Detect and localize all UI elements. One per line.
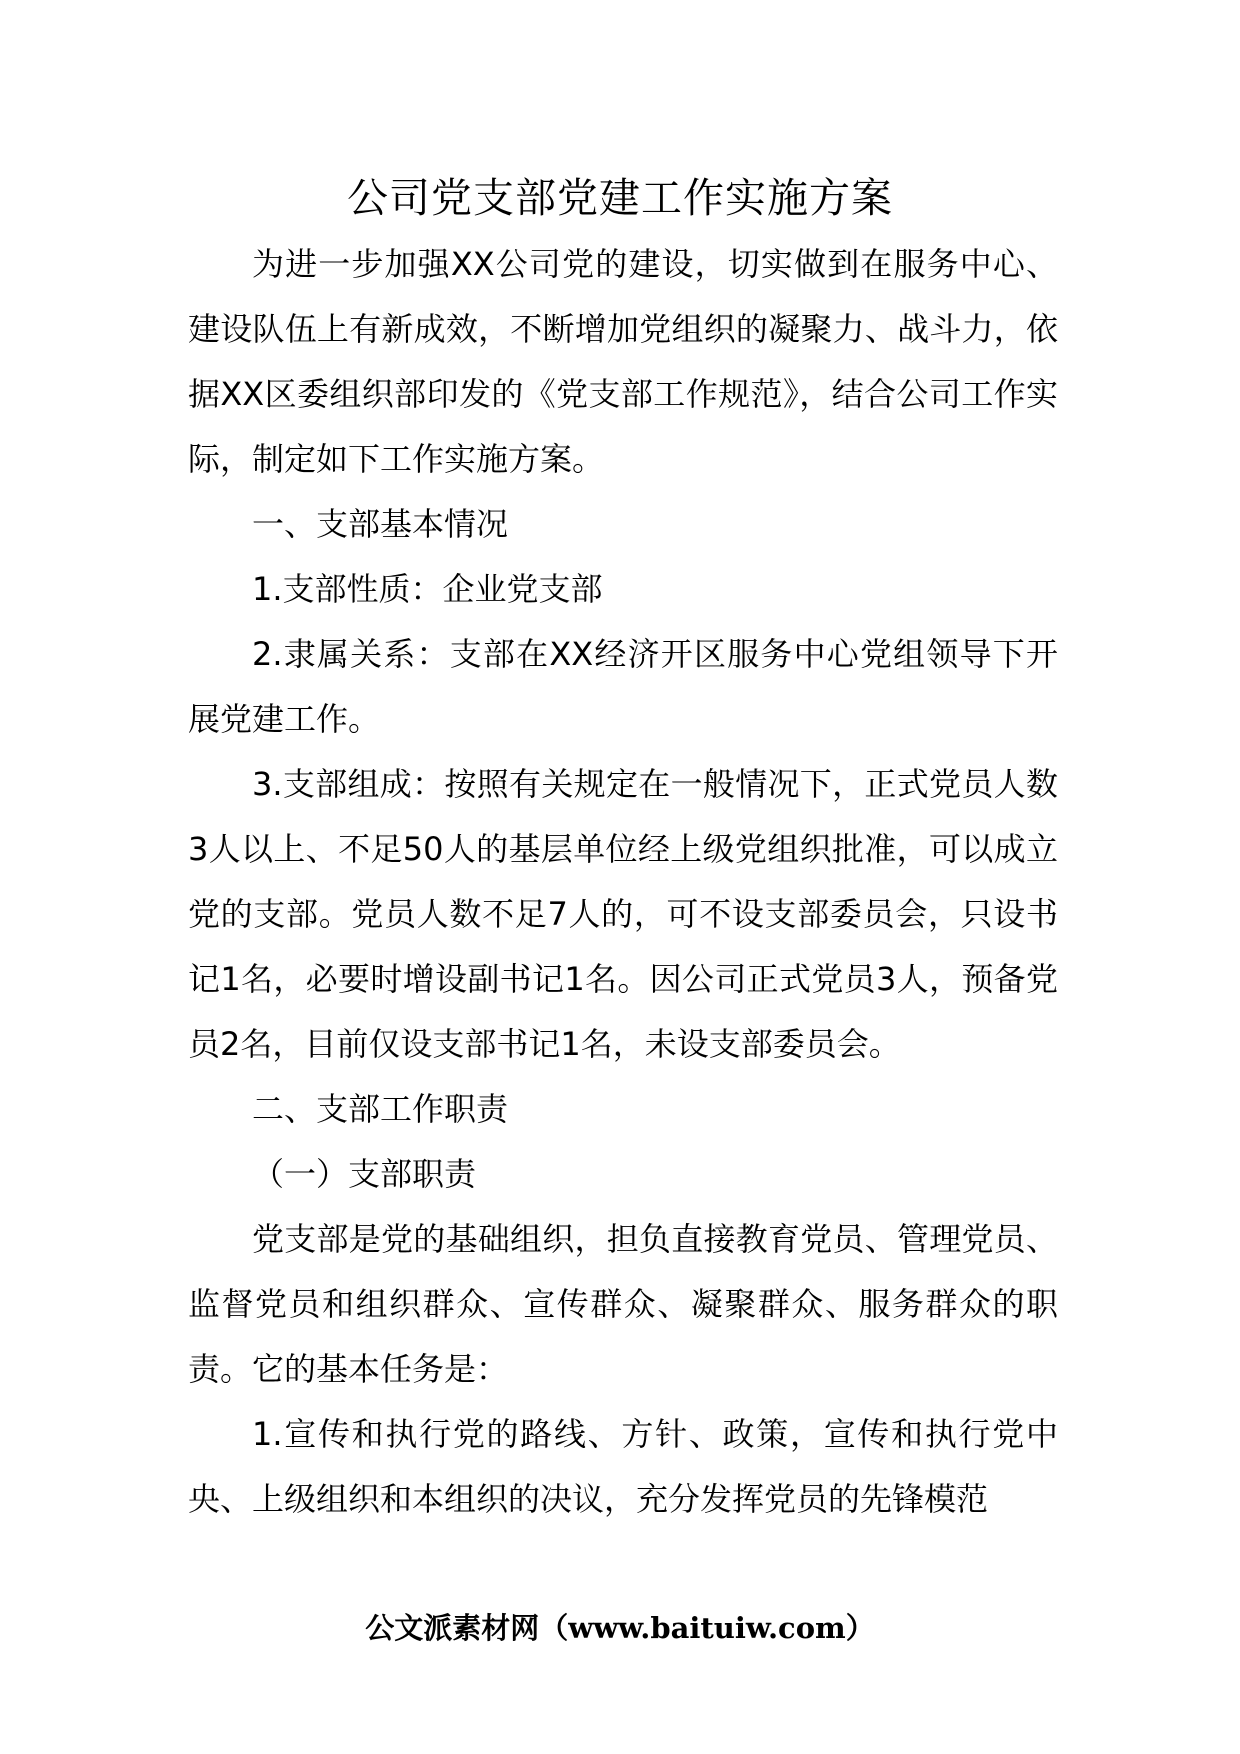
paragraph-item-3: 3.支部组成：按照有关规定在一般情况下，正式党员人数3人以上、不足50人的基层单位经上级党组织批准，可以成立党的支部。党员人数不足7人的，可不设支部委员会，只设书记1名，必要时增设副书记1名。因公司正式党员3人，预备党员2名，目前仅设支部书记1名，未设支部委员会。	[188, 765, 1058, 1063]
section-heading-2: 二、支部工作职责	[252, 1090, 509, 1128]
footer-watermark: 公文派素材网（www.baituiw.com）	[365, 1611, 875, 1645]
paragraph-task-1: 1.宣传和执行党的路线、方针、政策，宣传和执行党中央、上级组织和本组织的决议，充分发挥党员的先锋模范	[188, 1415, 1058, 1518]
paragraph-item-2: 2.隶属关系：支部在XX经济开区服务中心党组领导下开展党建工作。	[188, 635, 1058, 738]
paragraph-intro: 为进一步加强XX公司党的建设，切实做到在服务中心、建设队伍上有新成效，不断增加党组织的凝聚力、战斗力，依据XX区委组织部印发的《党支部工作规范》，结合公司工作实际，制定如下工作实施方案。	[188, 245, 1058, 478]
document-body	[188, 232, 1058, 1532]
subsection-heading-1: （一）支部职责	[252, 1155, 477, 1193]
section-heading-1: 一、支部基本情况	[252, 505, 509, 543]
document-title: 公司党支部党建工作实施方案	[347, 174, 893, 222]
paragraph-duties: 党支部是党的基础组织，担负直接教育党员、管理党员、监督党员和组织群众、宣传群众、凝聚群众、服务群众的职责。它的基本任务是：	[188, 1220, 1058, 1388]
paragraph-item-1: 1.支部性质：企业党支部	[252, 570, 603, 608]
